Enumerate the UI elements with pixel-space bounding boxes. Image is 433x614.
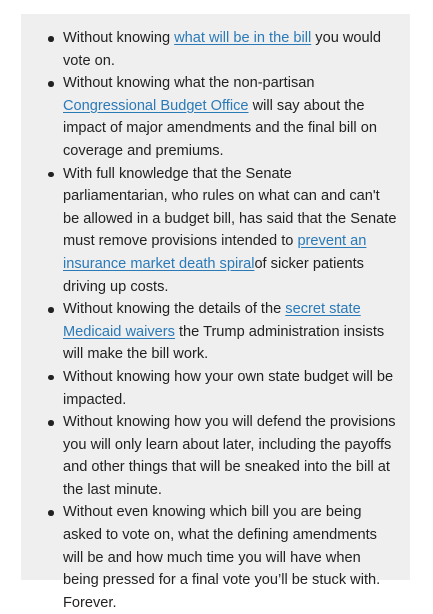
medicaid-waivers-link[interactable]: secret state Medicaid waivers: [63, 301, 361, 340]
list-item: [63, 298, 398, 366]
list-item: [63, 27, 398, 72]
death-spiral-link[interactable]: prevent an insurance market death spiral: [63, 233, 367, 272]
item-text: Without knowing how your own state budget will be impacted.: [63, 368, 394, 408]
item-text: Without knowing what the non-partisan: [63, 75, 315, 92]
item-text: the Trump administration insists will make the bill work.: [63, 323, 385, 363]
item-text: Without even knowing which bill you are being asked to vote on, what the defining amendments will be and how much time you will have when being pressed for a final vote you’ll be stuck with. Forever.: [63, 504, 381, 611]
list-item: [63, 72, 398, 162]
item-text: Without knowing: [63, 30, 175, 46]
quote-panel: [21, 14, 410, 611]
item-text: Without knowing how you will defend the provisions you will only learn about later, including the payoffs and other things that will be sneaked into the bill at the last minute.: [63, 414, 396, 498]
bill-contents-link[interactable]: what will be in the bill: [174, 30, 312, 46]
item-text: will say about the impact of major amendments and the final bill on coverage and premiums.: [63, 97, 377, 159]
bullet-list: [21, 14, 410, 614]
item-text: of sicker patients driving up costs.: [63, 255, 364, 295]
list-item: [63, 366, 398, 411]
list-item: [63, 501, 398, 614]
item-text: Without knowing the details of the: [63, 301, 286, 318]
item-text: you would vote on.: [63, 30, 382, 69]
cbo-link[interactable]: Congressional Budget Office: [63, 97, 249, 114]
item-text: With full knowledge that the Senate parliamentarian, who rules on what can and can't be allowed in a budget bill, has said that the Senate must remove provisions intended to: [63, 165, 397, 250]
list-item: [63, 163, 398, 299]
list-item: [63, 411, 398, 501]
